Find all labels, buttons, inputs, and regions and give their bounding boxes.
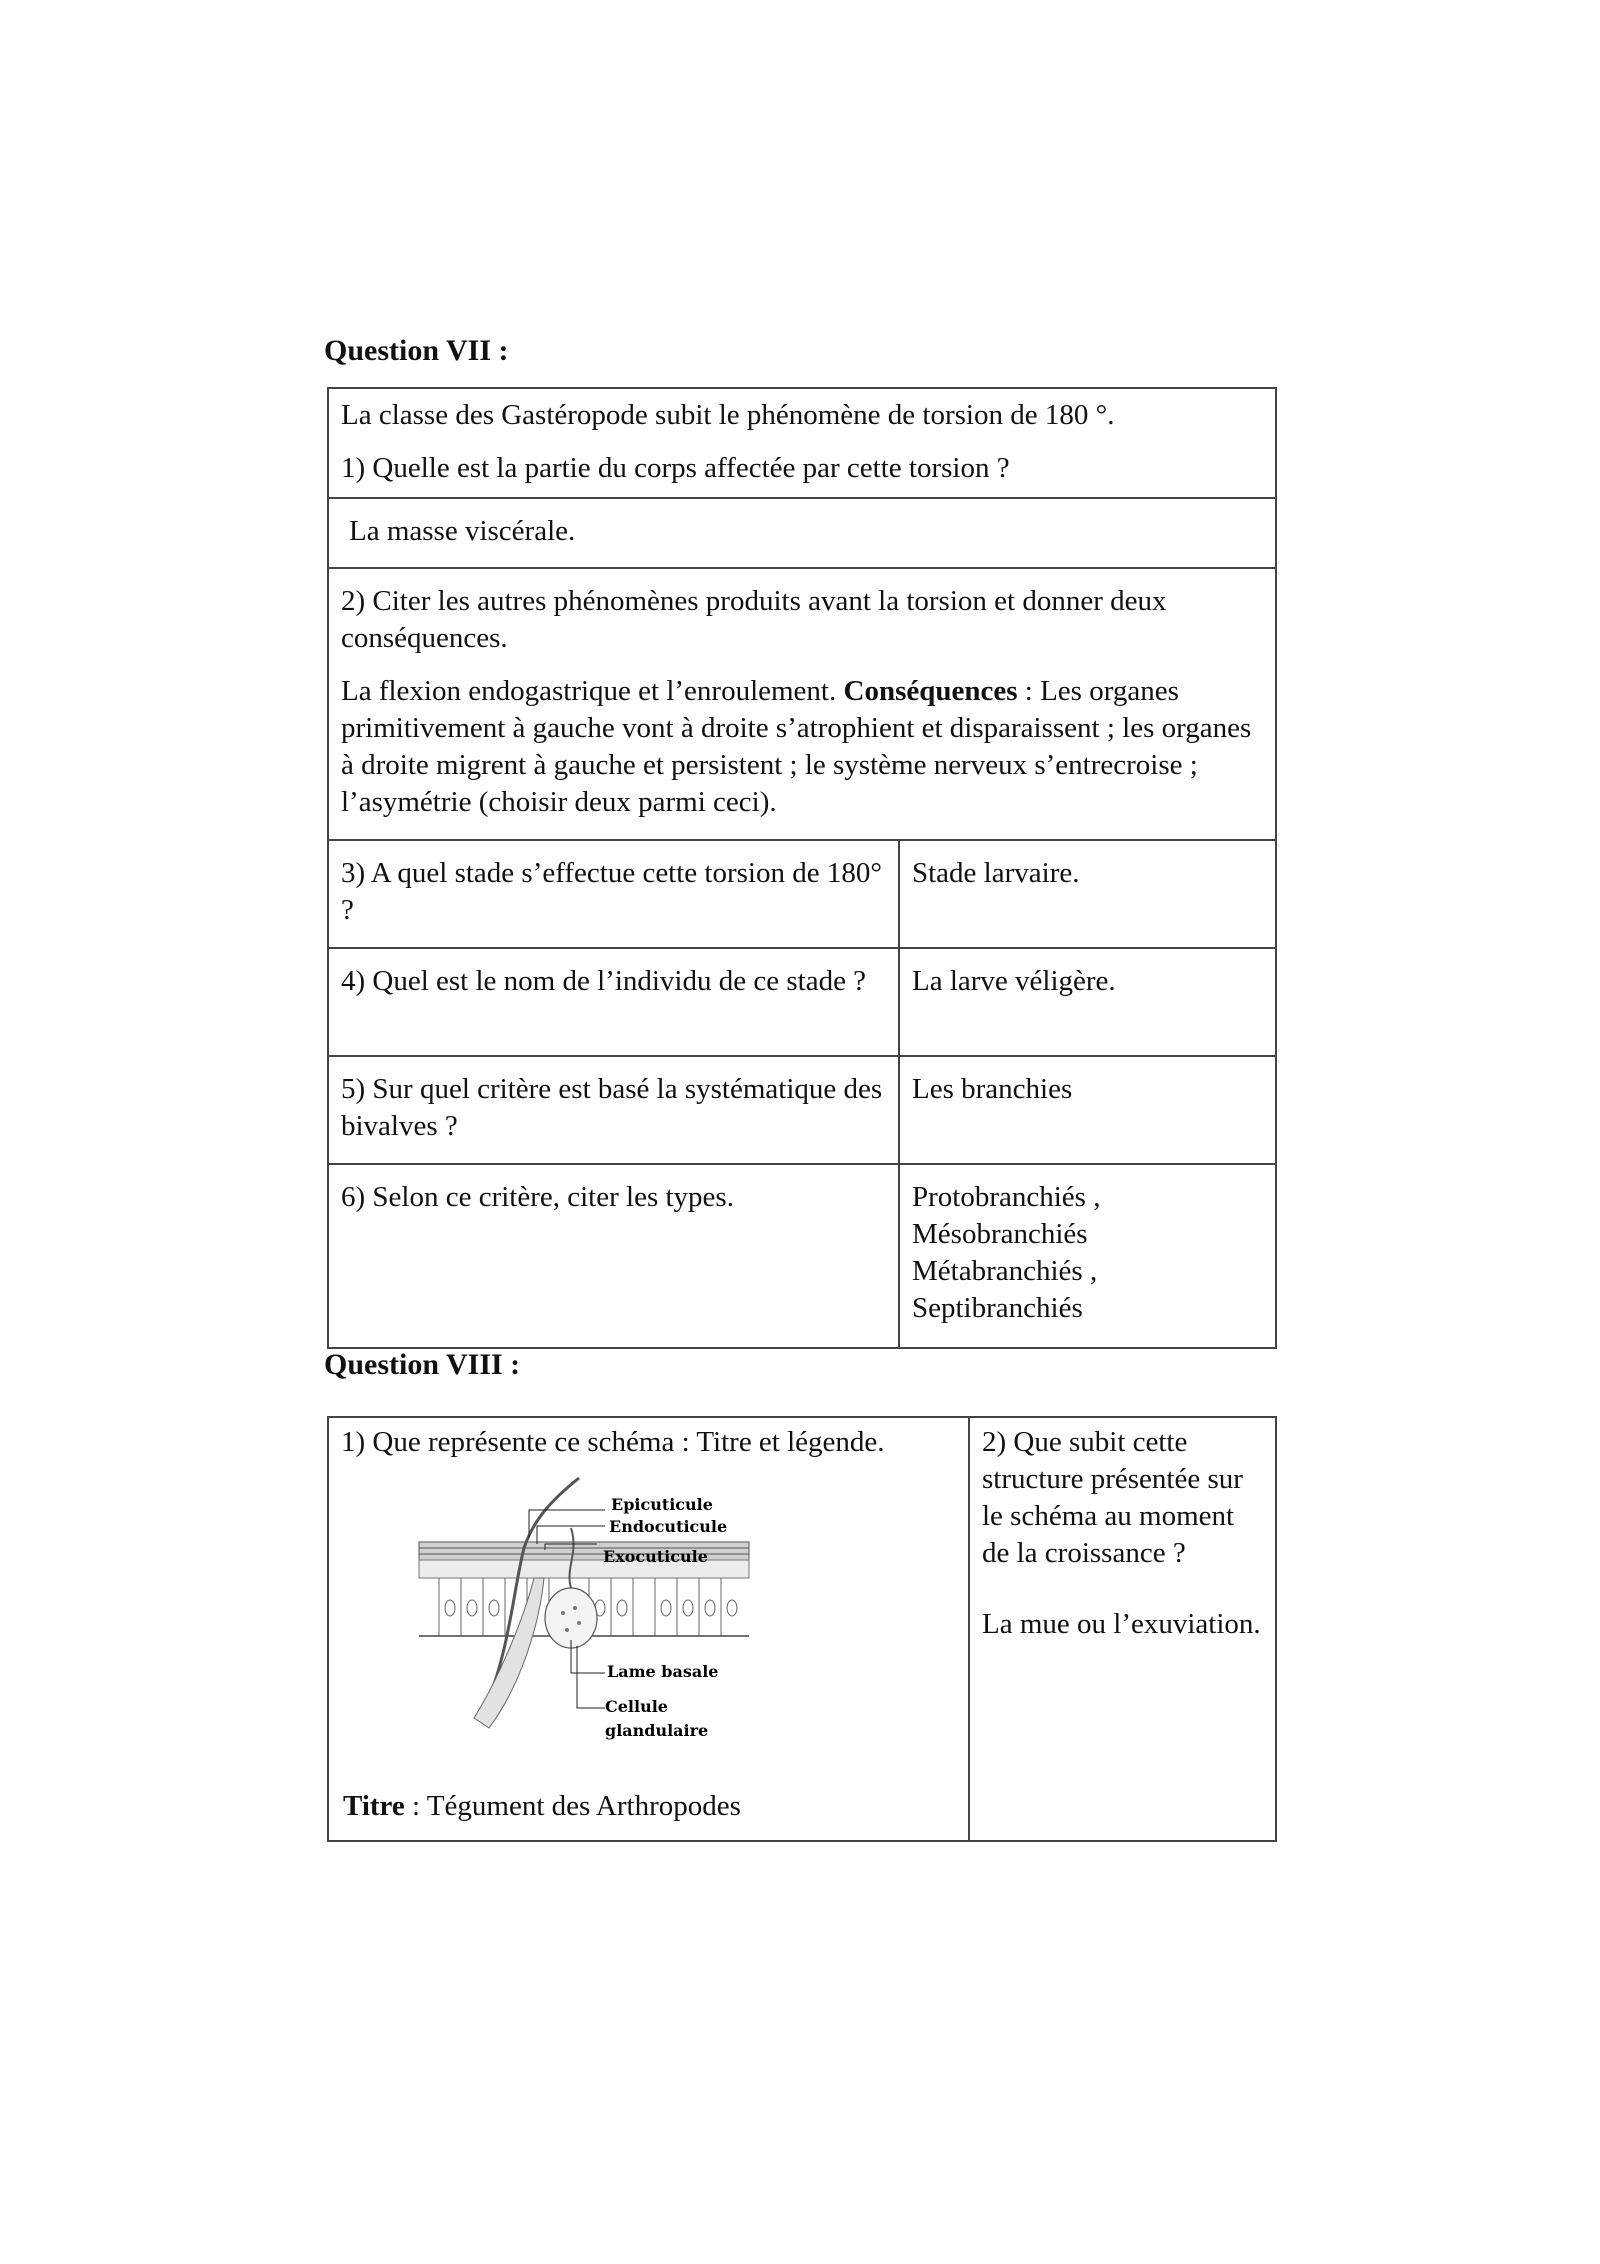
schema-title: [343, 1788, 741, 1825]
type-metabranchies: Métabranchiés ,: [912, 1255, 1098, 1287]
answer-3-cell: [899, 840, 1276, 948]
answer-4-cell: [899, 948, 1276, 1056]
answer-4: La larve véligère.: [912, 965, 1116, 997]
schema-cell: [328, 1417, 969, 1841]
answer-1-cell: [328, 498, 1276, 568]
question-vii-table: [327, 387, 1277, 1349]
question-6-cell: [328, 1164, 899, 1348]
question-2: 2) Citer les autres phénomènes produits avant la torsion et donner deux conséquences.: [341, 585, 1167, 654]
titre-value: : Tégument des Arthropodes: [404, 1790, 741, 1822]
type-protobranchies: Protobranchiés ,: [912, 1181, 1101, 1213]
question-vii-title: Question VII :: [324, 334, 509, 367]
answer-6-cell: [899, 1164, 1276, 1348]
answer-2: [341, 673, 1263, 821]
growth-cell: [969, 1417, 1276, 1841]
question-5: 5) Sur quel critère est basé la systématique des bivalves ?: [341, 1073, 883, 1142]
label-lame-basale: Lame basale: [607, 1662, 719, 1681]
type-septibranchies: Septibranchiés: [912, 1292, 1083, 1324]
question-1: 1) Quelle est la partie du corps affectée par cette torsion ?: [341, 452, 1010, 484]
label-cellule: Cellule: [605, 1697, 668, 1716]
question-viii-table: [327, 1416, 1277, 1842]
answer-2-consequences-label: Conséquences: [843, 675, 1018, 707]
gland-cell: [545, 1588, 597, 1648]
q8-answer-2: La mue ou l’exuviation.: [982, 1608, 1261, 1640]
question-6: 6) Selon ce critère, citer les types.: [341, 1181, 734, 1213]
question-5-cell: [328, 1056, 899, 1164]
q8-question-2: 2) Que subit cette structure présentée sur le schéma au moment de la croissance ?: [982, 1426, 1243, 1569]
seta-cell: [474, 1578, 544, 1728]
question-4: 4) Quel est le nom de l’individu de ce stade ?: [341, 965, 867, 997]
q8-question-1: 1) Que représente ce schéma : Titre et légende.: [341, 1426, 885, 1458]
answer-3: Stade larvaire.: [912, 857, 1080, 889]
type-mesobranchies: Mésobranchiés: [912, 1218, 1088, 1250]
label-endocuticule: Endocuticule: [609, 1517, 728, 1536]
label-glandulaire: glandulaire: [605, 1721, 709, 1740]
titre-label: Titre: [343, 1790, 405, 1822]
torsion-intro: La classe des Gastéropode subit le phénomène de torsion de 180 °.: [341, 399, 1115, 431]
answer-5-cell: [899, 1056, 1276, 1164]
answer-5: Les branchies: [912, 1073, 1073, 1105]
label-exocuticule: Exocuticule: [603, 1547, 708, 1566]
arthropod-tegument-diagram: [339, 1468, 839, 1778]
question-viii-title: Question VIII :: [324, 1348, 521, 1381]
answer-1: La masse viscérale.: [349, 515, 576, 547]
answer-2-start: La flexion endogastrique et l’enroulement.: [341, 675, 844, 707]
label-epicuticule: Epicuticule: [611, 1495, 713, 1514]
intro-cell: [328, 388, 1276, 498]
question-4-cell: [328, 948, 899, 1056]
question-3-cell: [328, 840, 899, 948]
question-2-cell: [328, 568, 1276, 840]
answer-2-consequences: : Les organes primitivement à gauche vont à droite s’atrophient et disparaissent ; les organes à droite migrent à gauche et persistent ; le système nerveux s’entrecroise ; l’asymétrie (choisir deux parmi ceci).: [341, 675, 1252, 818]
question-3: 3) A quel stade s’effectue cette torsion de 180° ?: [341, 857, 882, 926]
